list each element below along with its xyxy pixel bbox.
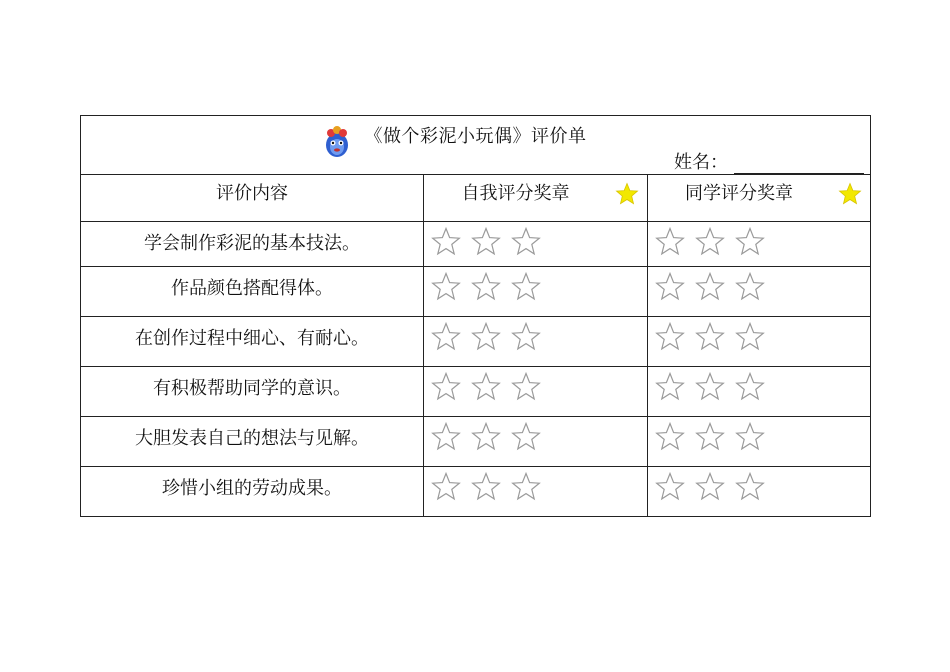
outline-star-icon[interactable] [694, 371, 726, 403]
header-cell-peer [648, 175, 870, 221]
item-text: 作品颜色搭配得体。 [171, 278, 333, 299]
outline-star-icon[interactable] [470, 371, 502, 403]
peer-rating-cell [648, 417, 870, 466]
self-rating-cell [424, 317, 648, 366]
outline-star-icon[interactable] [694, 421, 726, 453]
peer-rating-cell [648, 467, 870, 516]
outline-star-icon[interactable] [510, 321, 542, 353]
peer-rating-stars [654, 421, 766, 453]
item-cell [81, 367, 424, 416]
header-peer-label: 同学评分奖章 [685, 183, 793, 204]
table-row [81, 317, 870, 367]
item-cell [81, 467, 424, 516]
outline-star-icon[interactable] [430, 371, 462, 403]
item-text: 有积极帮助同学的意识。 [153, 378, 351, 399]
outline-star-icon[interactable] [734, 371, 766, 403]
header-cell-self [424, 175, 648, 221]
self-rating-cell [424, 417, 648, 466]
header-self-label: 自我评分奖章 [461, 183, 570, 204]
peer-rating-cell [648, 267, 870, 316]
outline-star-icon[interactable] [734, 321, 766, 353]
outline-star-icon[interactable] [510, 226, 542, 258]
item-cell [81, 222, 424, 266]
outline-star-icon[interactable] [470, 271, 502, 303]
table-row [81, 367, 870, 417]
outline-star-icon[interactable] [694, 471, 726, 503]
self-rating-stars [430, 321, 542, 353]
outline-star-icon[interactable] [430, 471, 462, 503]
outline-star-icon[interactable] [694, 271, 726, 303]
outline-star-icon[interactable] [734, 421, 766, 453]
item-cell [81, 417, 424, 466]
header-row [81, 175, 870, 222]
self-rating-cell [424, 467, 648, 516]
outline-star-icon[interactable] [654, 321, 686, 353]
outline-star-icon[interactable] [654, 421, 686, 453]
outline-star-icon[interactable] [470, 471, 502, 503]
self-rating-stars [430, 226, 542, 258]
self-rating-stars [430, 471, 542, 503]
outline-star-icon[interactable] [430, 421, 462, 453]
peer-rating-cell [648, 317, 870, 366]
outline-star-icon[interactable] [734, 271, 766, 303]
table-row [81, 222, 870, 267]
item-text: 在创作过程中细心、有耐心。 [135, 328, 369, 349]
header-content-label: 评价内容 [216, 183, 288, 204]
table-row [81, 467, 870, 516]
outline-star-icon[interactable] [734, 471, 766, 503]
name-blank-line[interactable] [734, 153, 864, 174]
outline-star-icon[interactable] [654, 471, 686, 503]
item-cell [81, 317, 424, 366]
outline-star-icon[interactable] [430, 321, 462, 353]
self-rating-stars [430, 371, 542, 403]
outline-star-icon[interactable] [470, 226, 502, 258]
peer-rating-stars [654, 371, 766, 403]
self-rating-cell [424, 267, 648, 316]
outline-star-icon[interactable] [734, 226, 766, 258]
outline-star-icon[interactable] [654, 371, 686, 403]
peer-rating-stars [654, 271, 766, 303]
title-row [81, 116, 870, 175]
outline-star-icon[interactable] [470, 321, 502, 353]
page-title: 《做个彩泥小玩偶》评价单 [364, 126, 587, 147]
self-rating-stars [430, 271, 542, 303]
gold-star-icon [615, 182, 639, 206]
name-field [674, 148, 864, 174]
item-cell [81, 267, 424, 316]
item-text: 珍惜小组的劳动成果。 [162, 478, 342, 499]
header-cell-content [81, 175, 424, 221]
outline-star-icon[interactable] [430, 226, 462, 258]
table-row [81, 267, 870, 317]
item-text: 学会制作彩泥的基本技法。 [144, 233, 360, 254]
outline-star-icon[interactable] [694, 321, 726, 353]
evaluation-sheet [80, 115, 871, 517]
self-rating-stars [430, 421, 542, 453]
item-text: 大胆发表自己的想法与见解。 [135, 428, 369, 449]
self-rating-cell [424, 222, 648, 266]
peer-rating-stars [654, 226, 766, 258]
table-row [81, 417, 870, 467]
peer-rating-cell [648, 367, 870, 416]
outline-star-icon[interactable] [510, 371, 542, 403]
outline-star-icon[interactable] [510, 471, 542, 503]
self-rating-cell [424, 367, 648, 416]
outline-star-icon[interactable] [654, 226, 686, 258]
outline-star-icon[interactable] [510, 271, 542, 303]
peer-rating-cell [648, 222, 870, 266]
peer-rating-stars [654, 471, 766, 503]
outline-star-icon[interactable] [430, 271, 462, 303]
outline-star-icon[interactable] [654, 271, 686, 303]
outline-star-icon[interactable] [470, 421, 502, 453]
outline-star-icon[interactable] [510, 421, 542, 453]
outline-star-icon[interactable] [694, 226, 726, 258]
peer-rating-stars [654, 321, 766, 353]
name-label: 姓名： [674, 152, 728, 173]
gold-star-icon [838, 182, 862, 206]
